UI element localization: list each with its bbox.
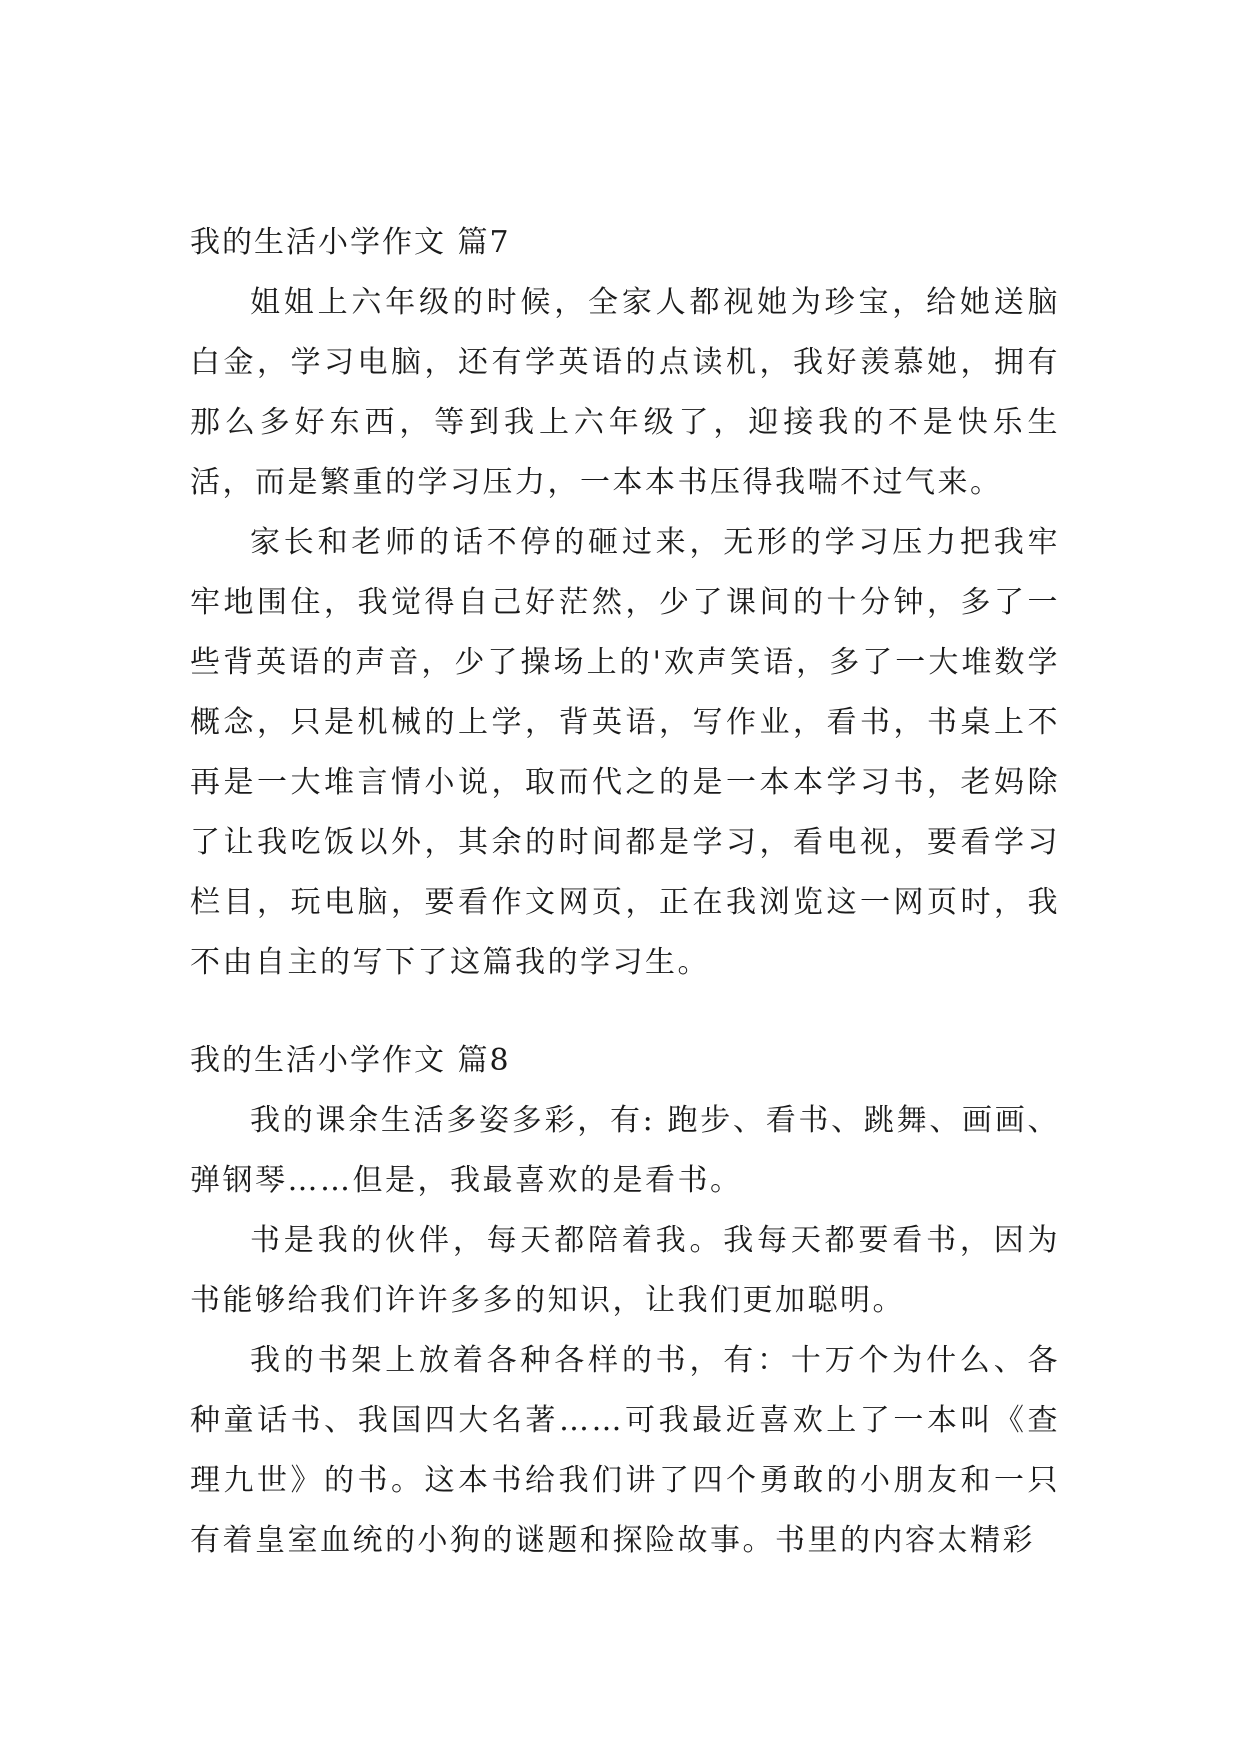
- section-heading: 我的生活小学作文 篇8: [190, 1043, 511, 1078]
- paragraph: 我的书架上放着各种各样的书，有：十万个为什么、各种童话书、我国四大名著……可我最近喜欢上了一本叫《查理九世》的书。这本书给我们讲了四个勇敢的小朋友和一只有着皇室血统的小狗的谜题和探险故事。书里的内容太精彩: [190, 1343, 1060, 1558]
- essay-section-8: [190, 1031, 1060, 1571]
- paragraph: 我的课余生活多姿多彩，有: 跑步、看书、跳舞、画画、弹钢琴……但是，我最喜欢的是看书。: [190, 1103, 1060, 1198]
- paragraph: 姐姐上六年级的时候，全家人都视她为珍宝，给她送脑白金，学习电脑，还有学英语的点读机，我好羡慕她，拥有那么多好东西，等到我上六年级了，迎接我的不是快乐生活，而是繁重的学习压力，一本本书压得我喘不过气来。: [190, 285, 1060, 500]
- paragraph: 书是我的伙伴，每天都陪着我。我每天都要看书，因为书能够给我们许许多多的知识，让我们更加聪明。: [190, 1223, 1060, 1318]
- paragraph: 家长和老师的话不停的砸过来，无形的学习压力把我牢牢地围住，我觉得自己好茫然，少了课间的十分钟，多了一些背英语的声音，少了操场上的'欢声笑语，多了一大堆数学概念，只是机械的上学，背英语，写作业，看书，书桌上不再是一大堆言情小说，取而代之的是一本本学习书，老妈除了让我吃饭以外，其余的时间都是学习，看电视，要看学习栏目，玩电脑，要看作文网页，正在我浏览这一网页时，我不由自主的写下了这篇我的学习生。: [190, 525, 1060, 980]
- essay-section-7: [190, 213, 1060, 993]
- section-heading: 我的生活小学作文 篇7: [190, 225, 511, 260]
